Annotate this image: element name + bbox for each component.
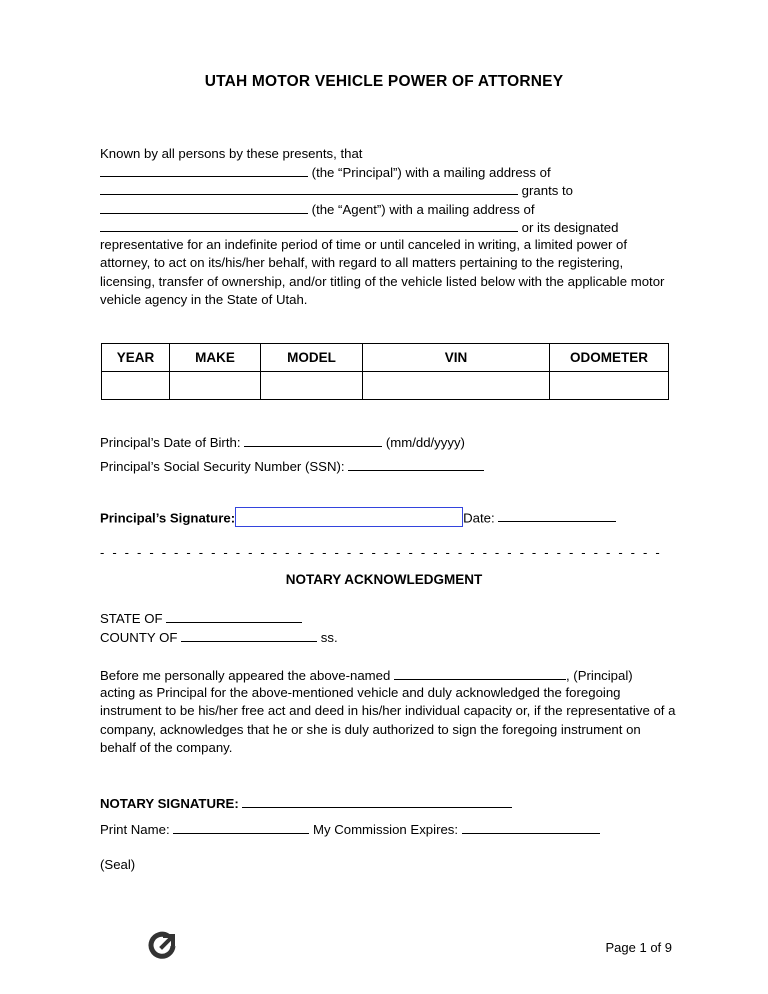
ss-label: ss. xyxy=(320,630,338,645)
commission-field[interactable] xyxy=(462,821,600,834)
intro-line-3 xyxy=(100,182,573,198)
principal-dob-format: (mm/dd/yyyy) xyxy=(385,435,465,450)
principal-signature-line xyxy=(100,509,616,529)
table-row xyxy=(102,372,669,400)
commission-label: My Commission Expires: xyxy=(312,822,459,837)
notary-signature-label: NOTARY SIGNATURE: xyxy=(100,796,239,811)
intro-line-3-text: grants to xyxy=(521,183,573,198)
intro-line-2 xyxy=(100,164,551,180)
notary-para-prefix: Before me personally appeared the above-named xyxy=(100,668,391,683)
eforms-logo-icon xyxy=(148,930,178,960)
vehicle-table-header xyxy=(102,344,669,372)
intro-line-1: Known by all persons by these presents, that xyxy=(100,146,363,161)
seal-label: (Seal) xyxy=(100,857,136,872)
col-make: MAKE xyxy=(170,344,261,372)
intro-line-4 xyxy=(100,201,535,217)
intro-line-4-text: (the “Agent”) with a mailing address of xyxy=(311,202,535,217)
county-field[interactable] xyxy=(181,629,317,642)
state-line xyxy=(100,610,302,626)
vin-cell[interactable] xyxy=(363,372,550,400)
model-cell[interactable] xyxy=(261,372,363,400)
notary-para-principal: , (Principal) xyxy=(565,668,633,683)
print-name-line xyxy=(100,821,600,837)
principal-date-field[interactable] xyxy=(498,509,616,522)
state-field[interactable] xyxy=(166,610,302,623)
principal-dob-line xyxy=(100,434,465,450)
page-number: Page 1 of 9 xyxy=(605,940,672,955)
principal-ssn-line xyxy=(100,458,484,474)
agent-address-field[interactable] xyxy=(100,219,518,232)
col-vin: VIN xyxy=(363,344,550,372)
notary-title: NOTARY ACKNOWLEDGMENT xyxy=(285,572,483,587)
dashed-divider: - - - - - - - - - - - - - - - - - - - - - - - - - - - - - - - - - - - - - - - - - - - - - - xyxy=(100,545,662,560)
notary-signature-field[interactable] xyxy=(242,795,512,808)
intro-line-2-text: (the “Principal”) with a mailing address of xyxy=(311,165,551,180)
principal-signature-field[interactable] xyxy=(235,507,463,527)
year-cell[interactable] xyxy=(102,372,170,400)
document-title: UTAH MOTOR VEHICLE POWER OF ATTORNEY xyxy=(204,73,564,90)
notary-paragraph: acting as Principal for the above-mentioned vehicle and duly acknowledged the foregoing instrument to be his/her free act and deed in his/her individual capacity or, if the representative of a company, acknowledges that he or she is duly authorized to sign the foregoing instrument on behalf of the company. xyxy=(100,685,676,756)
intro-paragraph: representative for an indefinite period of time or until canceled in writing, a limited power of attorney, to act on its/his/her behalf, with regard to all matters pertaining to the registering, licensing, transfer of ownership, and/or titling of the vehicle listed below with the applicable motor vehicle agency in the State of Utah. xyxy=(100,237,665,308)
notary-signature-line xyxy=(100,795,512,811)
vehicle-table xyxy=(101,343,669,400)
principal-name-field[interactable] xyxy=(100,164,308,177)
principal-dob-field[interactable] xyxy=(244,434,382,447)
county-label: COUNTY OF xyxy=(100,630,178,645)
logo-svg xyxy=(148,930,178,960)
make-cell[interactable] xyxy=(170,372,261,400)
agent-name-field[interactable] xyxy=(100,201,308,214)
date-label: Date: xyxy=(463,510,495,526)
state-label: STATE OF xyxy=(100,611,163,626)
principal-ssn-label: Principal’s Social Security Number (SSN): xyxy=(100,459,345,474)
principal-signature-label: Principal’s Signature: xyxy=(100,510,236,526)
col-year: YEAR xyxy=(102,344,170,372)
intro-line-5 xyxy=(100,219,618,235)
intro-line-5-text: or its designated xyxy=(521,220,619,235)
print-name-label: Print Name: xyxy=(100,822,170,837)
notary-para-first-line xyxy=(100,667,633,683)
col-model: MODEL xyxy=(261,344,363,372)
principal-ssn-field[interactable] xyxy=(348,458,484,471)
col-odometer: ODOMETER xyxy=(550,344,669,372)
odometer-cell[interactable] xyxy=(550,372,669,400)
print-name-field[interactable] xyxy=(173,821,309,834)
principal-address-field[interactable] xyxy=(100,182,518,195)
county-line xyxy=(100,629,338,645)
principal-dob-label: Principal’s Date of Birth: xyxy=(100,435,241,450)
notary-principal-field[interactable] xyxy=(394,667,566,680)
